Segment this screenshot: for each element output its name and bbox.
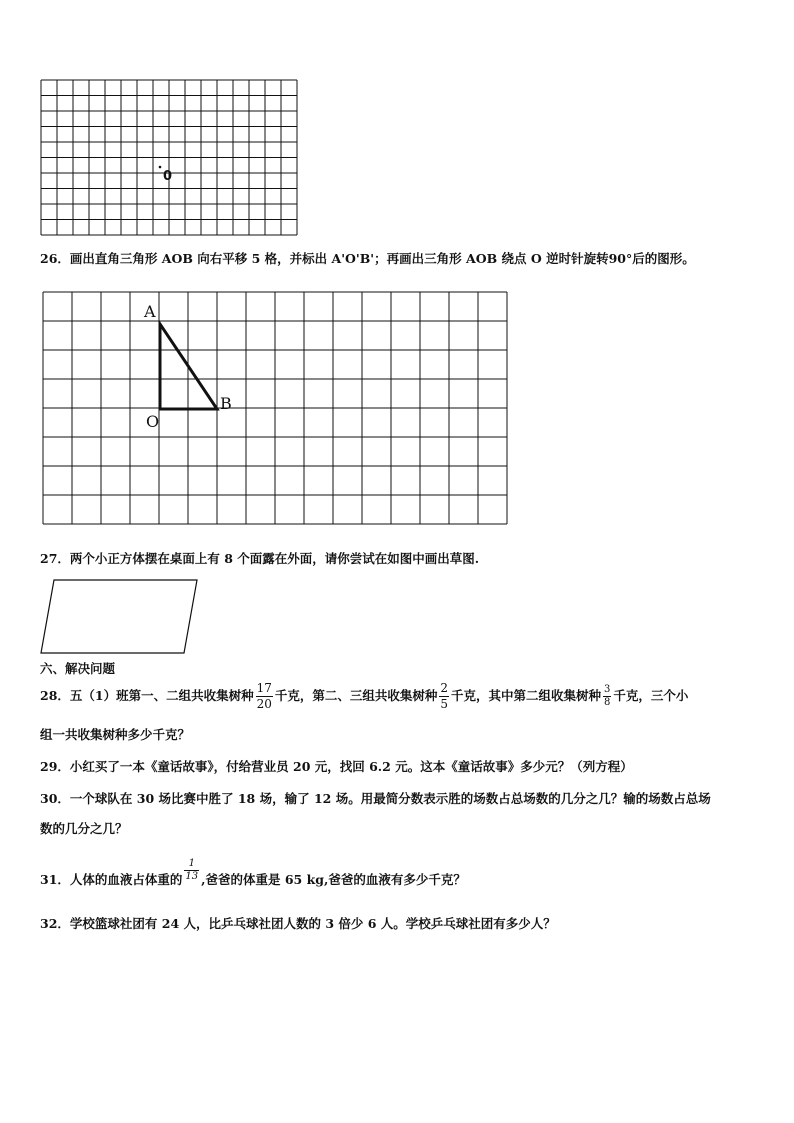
question-28-part3: 千克，其中第二组收集树种 — [451, 688, 602, 703]
question-28-line1 — [40, 681, 688, 712]
fraction-1-13: $\frac{1}{13}$ — [185, 858, 199, 882]
origin-point — [159, 166, 162, 169]
question-30-line2: 数的几分之几？ — [40, 821, 128, 836]
triangle-grid[interactable] — [42, 291, 510, 527]
fraction-3-8: $\frac{3}{8}$ — [604, 684, 611, 708]
fraction-2-5: $\frac{2}{5}$ — [440, 681, 449, 711]
question-28-part4: 千克，三个小 — [613, 688, 689, 703]
desk-parallelogram[interactable] — [40, 579, 200, 655]
question-27-text: 27．两个小正方体摆在桌面上有 8 个面露在外面，请你尝试在如图中画出草图. — [40, 551, 480, 566]
question-26-text: 26．画出直角三角形 AOB 向右平移 5 格，并标出 A'O'B'；再画出三角形 AOB 绕点 O 逆时针旋转90°后的图形。 — [40, 251, 695, 266]
top-grid[interactable] — [40, 79, 300, 239]
question-28-part2: 千克，第二、三组共收集树种 — [274, 688, 438, 703]
question-32-text: 32．学校篮球社团有 24 人，比乒乓球社团人数的 3 倍少 6 人。学校乒乓球社团有多少人？ — [40, 916, 556, 931]
vertex-o-label: O — [146, 412, 160, 431]
question-29-text: 29．小红买了一本《童话故事》，付给营业员 20 元，找回 6.2 元。这本《童话故事》多少元？（列方程） — [40, 759, 633, 774]
fraction-17-20: $\frac{17}{20}$ — [256, 681, 272, 711]
question-28-line2: 组一共收集树种多少千克？ — [40, 727, 191, 742]
vertex-a-label: A — [144, 302, 156, 321]
question-31-text — [40, 858, 466, 890]
question-28-part1: 28．五（1）班第一、二组共收集树种 — [40, 688, 254, 703]
question-30-line1: 30．一个球队在 30 场比赛中胜了 18 场，输了 12 场。用最简分数表示胜的场数占总场数的几分之几？输的场数占总场 — [40, 791, 711, 806]
question-31-part2: ,爸爸的体重是 65 kg,爸爸的血液有多少千克？ — [201, 872, 466, 887]
question-31-part1: 31．人体的血液占体重的 — [40, 872, 183, 887]
vertex-b-label: B — [220, 394, 232, 413]
origin-label: 0 — [163, 169, 173, 184]
section-6-heading: 六、解决问题 — [40, 661, 116, 676]
